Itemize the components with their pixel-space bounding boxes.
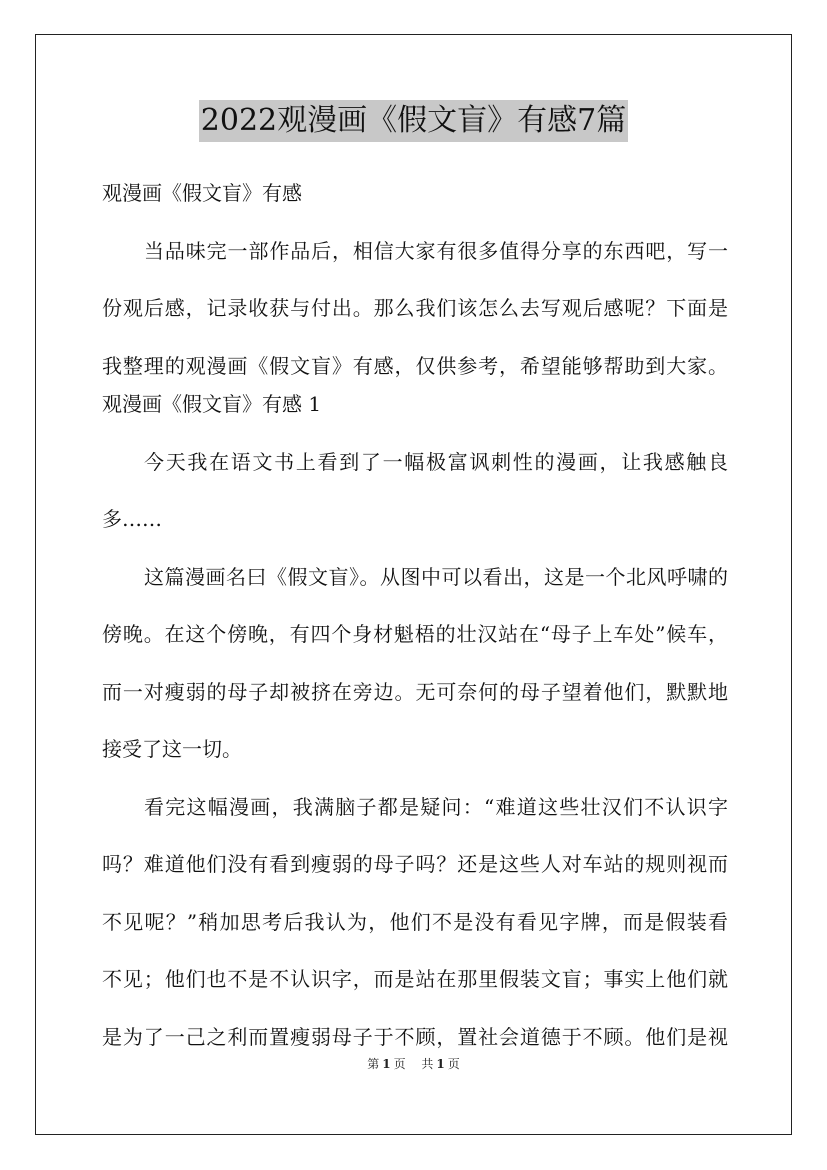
paragraph-line: 我整理的观漫画《假文盲》有感，仅供参考，希望能够帮助到大家。	[102, 353, 728, 378]
paragraph-line: 份观后感，记录收获与付出。那么我们该怎么去写观后感呢？下面是	[102, 296, 728, 320]
document-title: 2022观漫画《假文盲》有感7篇	[199, 100, 628, 142]
paragraph-line: 吗？难道他们没有看到瘦弱的母子吗？还是这些人对车站的规则视而	[102, 852, 728, 876]
page-total	[418, 1057, 462, 1071]
paragraph-line: 看完这幅漫画，我满脑子都是疑问：“难道这些壮汉们不认识字	[144, 794, 728, 819]
page-num: 1	[382, 1057, 391, 1071]
paragraph-line: 多……	[102, 507, 162, 531]
page-suffix: 页	[393, 1057, 406, 1071]
page-prefix: 第	[367, 1057, 380, 1071]
paragraph-line: 不见呢？”稍加思考后我认为，他们不是没有看见字牌，而是假装看	[102, 909, 728, 934]
section-heading: 观漫画《假文盲》有感 1	[102, 392, 322, 416]
paragraph-line: 当品味完一部作品后，相信大家有很多值得分享的东西吧，写一	[144, 238, 728, 263]
document-body	[102, 174, 728, 1056]
paragraph-line: 而一对瘦弱的母子却被挤在旁边。无可奈何的母子望着他们，默默地	[102, 679, 728, 704]
total-prefix: 共	[421, 1057, 434, 1071]
paragraph-line: 不见；他们也不是不认识字，而是站在那里假装文盲；事实上他们就	[102, 967, 728, 991]
paragraph-line: 是为了一己之利而置瘦弱母子于不顾，置社会道德于不顾。他们是视	[102, 1024, 728, 1049]
total-suffix: 页	[447, 1057, 460, 1071]
paragraph-line: 傍晚。在这个傍晚，有四个身材魁梧的壮汉站在“母子上车处”候车，	[102, 622, 728, 646]
paragraph-line: 接受了这一切。	[102, 737, 242, 761]
page-footer	[0, 1055, 827, 1072]
page-number	[364, 1057, 408, 1071]
section-heading: 观漫画《假文盲》有感	[102, 181, 302, 205]
paragraph-line: 这篇漫画名曰《假文盲》。从图中可以看出，这是一个北风呼啸的	[144, 564, 728, 589]
total-num: 1	[436, 1057, 445, 1071]
title-container	[0, 100, 827, 142]
paragraph-line: 今天我在语文书上看到了一幅极富讽刺性的漫画，让我感触良	[144, 449, 728, 474]
